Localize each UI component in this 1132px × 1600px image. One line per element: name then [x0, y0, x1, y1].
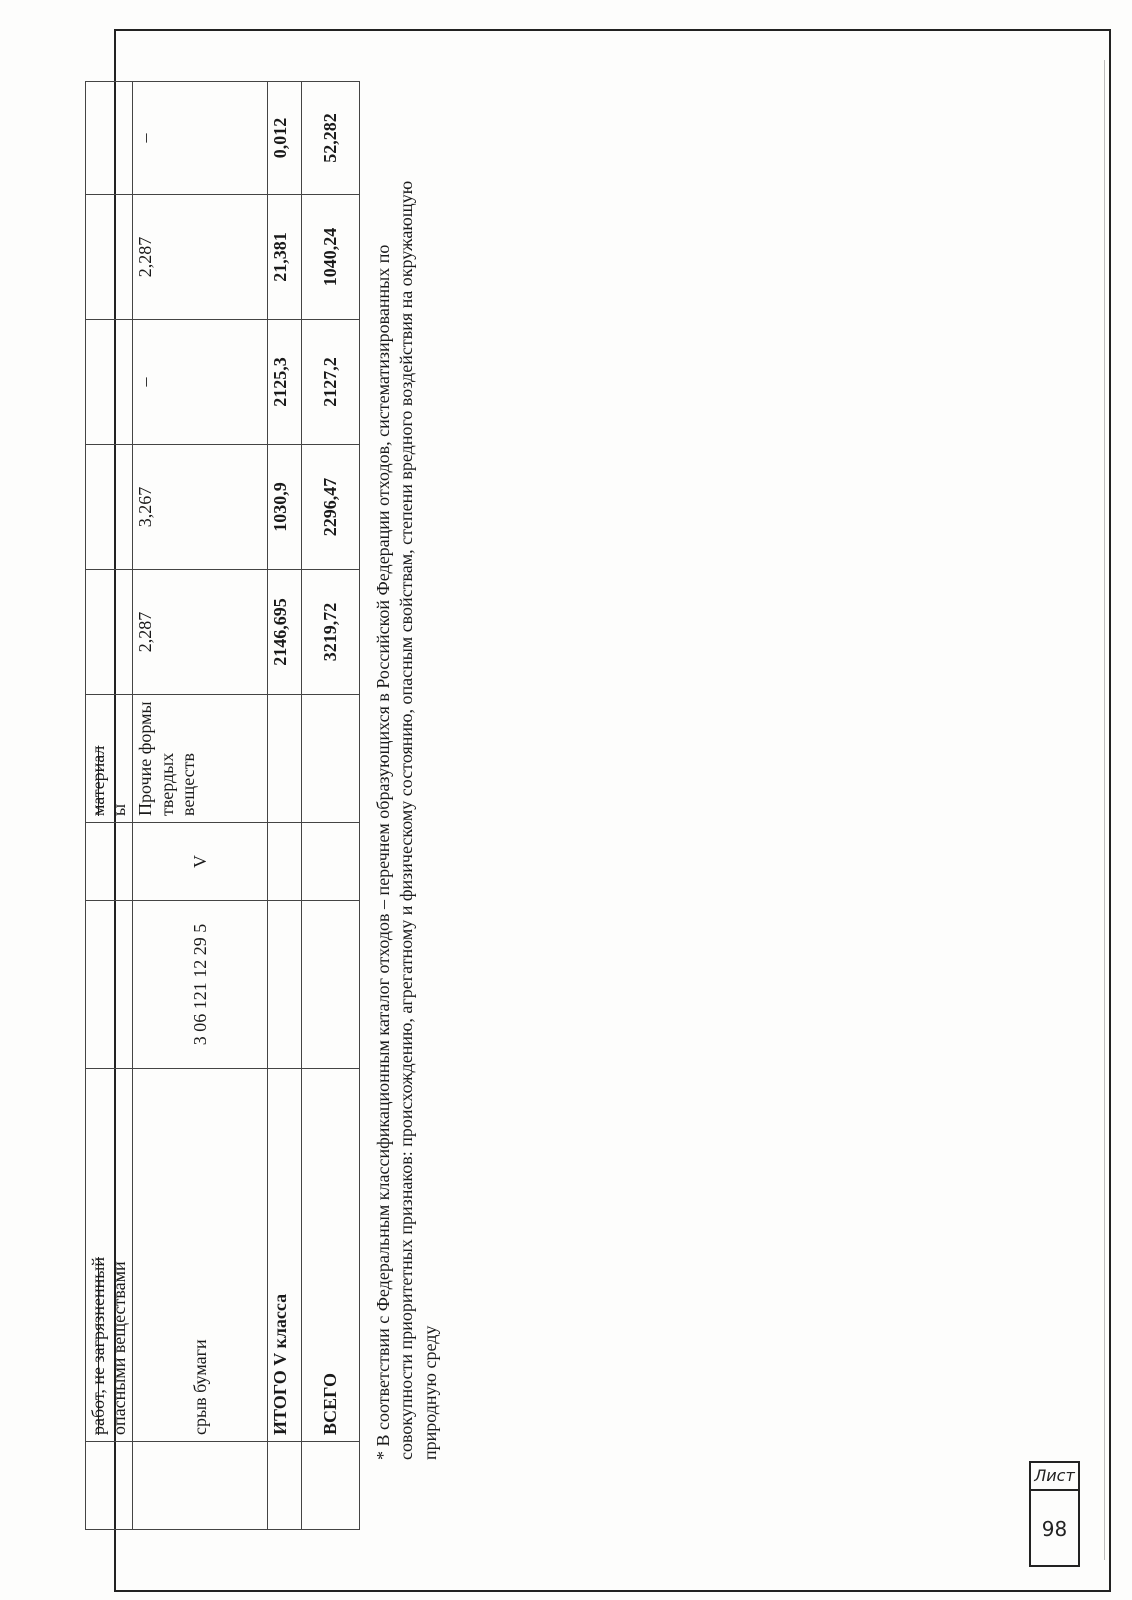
table-cell — [86, 570, 133, 695]
table-row — [133, 82, 268, 1530]
value-cell: 0,012 — [268, 82, 302, 195]
form-cell: Прочие формы твердых веществ — [133, 695, 268, 823]
value-cell: 2127,2 — [302, 320, 360, 445]
table-cell — [268, 1442, 302, 1530]
table-cell — [268, 823, 302, 901]
value-cell: 3219,72 — [302, 570, 360, 695]
value-cell: 2,287 — [133, 195, 268, 320]
table-row — [302, 82, 360, 1530]
grand-total-label-cell: ВСЕГО — [302, 1069, 360, 1442]
waste-table — [85, 81, 360, 1530]
table-cell — [268, 901, 302, 1069]
table-cell — [86, 901, 133, 1069]
value-cell: – — [133, 82, 268, 195]
page-number: 98 — [1041, 1517, 1068, 1541]
total-label-cell: ИТОГО V класса — [268, 1069, 302, 1442]
form-cell — [86, 695, 133, 823]
value-cell: 52,282 — [302, 82, 360, 195]
footnote: * В соответствии с Федеральным классификационным каталог отходов – перечнем образующихся в Российской Федерации отходов, систематизированных по совокупности приоритетных признаков: происхождению, агрегатному и физическому состоянию, опасным свойствам, степени вредного воздействия на окружающую природную среду — [373, 180, 440, 1460]
value-cell: 2,287 — [133, 570, 268, 695]
value-cell: 2296,47 — [302, 445, 360, 570]
value-cell: 2125,3 — [268, 320, 302, 445]
table-cell — [302, 1442, 360, 1530]
value-cell: 21,381 — [268, 195, 302, 320]
value-cell: 2146,695 — [268, 570, 302, 695]
sheet-stamp — [1029, 1461, 1080, 1567]
waste-name-cell: срыв бумаги — [133, 1069, 268, 1442]
frame-rule — [1104, 60, 1105, 1560]
table-row — [86, 82, 133, 1530]
value-cell: 1030,9 — [268, 445, 302, 570]
table-cell — [86, 1442, 133, 1530]
waste-name-cell — [86, 1069, 133, 1442]
table-cell — [133, 1442, 268, 1530]
table-cell — [302, 901, 360, 1069]
value-cell: 1040,24 — [302, 195, 360, 320]
value-cell: – — [133, 320, 268, 445]
form-line1: материал — [88, 745, 108, 816]
waste-name-line1: работ, не загрязненный — [88, 1256, 108, 1435]
waste-code-cell: 3 06 121 12 29 5 — [133, 901, 268, 1069]
table-cell — [268, 695, 302, 823]
value-cell: 3,267 — [133, 445, 268, 570]
rotated-content — [85, 60, 1045, 1530]
form-line2: ы — [109, 803, 130, 816]
table-cell — [86, 82, 133, 195]
waste-name-line2: опасными веществами — [109, 1261, 130, 1435]
table-row — [268, 82, 302, 1530]
table-cell — [86, 823, 133, 901]
table-cell — [86, 445, 133, 570]
table-cell — [86, 195, 133, 320]
sheet-label: Лист — [1031, 1463, 1078, 1491]
hazard-class-cell: V — [133, 823, 268, 901]
table-cell — [86, 320, 133, 445]
table-cell — [302, 695, 360, 823]
table-cell — [302, 823, 360, 901]
